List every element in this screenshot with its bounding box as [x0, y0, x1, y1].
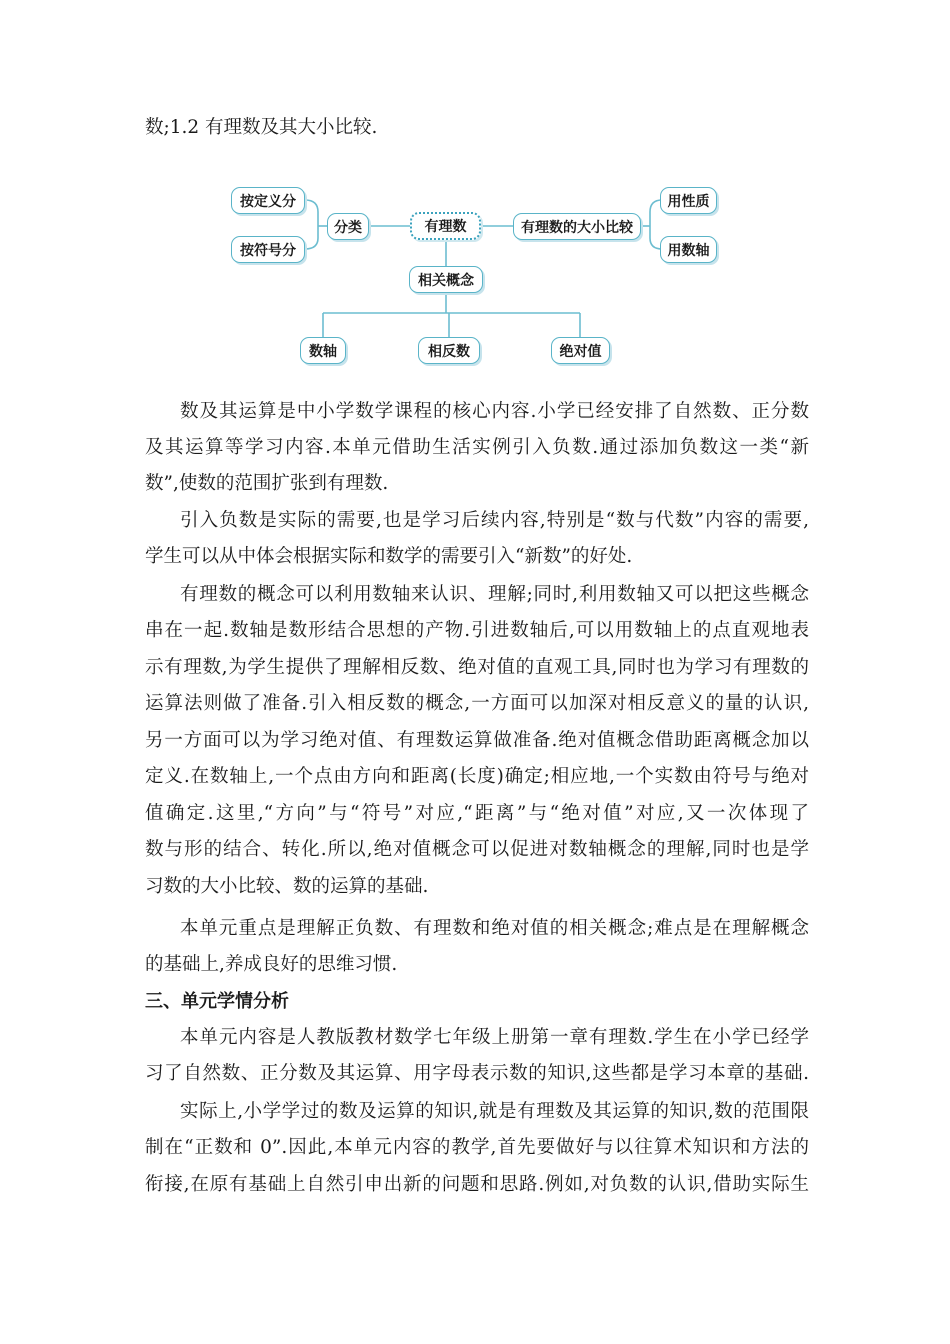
node-size-comparison: 有理数的大小比较: [513, 213, 641, 240]
concept-map-connectors: [0, 0, 950, 380]
paragraph-line: 引入负数是实际的需要,也是学习后续内容,特别是“数与代数”内容的需要,: [180, 510, 809, 531]
paragraph-line: 值确定.这里,“方向”与“符号”对应,“距离”与“绝对值”对应,又一次体现了: [145, 803, 809, 824]
paragraph-line: 数”,使数的范围扩张到有理数.: [145, 473, 389, 494]
paragraph-line: 本单元内容是人教版教材数学七年级上册第一章有理数.学生在小学已经学: [180, 1027, 809, 1048]
left-bracket-connector: [305, 200, 318, 249]
paragraph-line: 的基础上,养成良好的思维习惯.: [145, 954, 398, 975]
node-opposite-number: 相反数: [418, 337, 480, 364]
node-rational-numbers: 有理数: [410, 212, 481, 240]
node-number-line: 数轴: [300, 337, 346, 364]
paragraph-line: 有理数的概念可以利用数轴来认识、理解;同时,利用数轴又可以把这些概念: [180, 584, 809, 605]
paragraph-line: 习数的大小比较、数的运算的基础.: [145, 876, 429, 897]
paragraph-line: 及其运算等学习内容.本单元借助生活实例引入负数.通过添加负数这一类“新: [145, 437, 809, 458]
node-absolute-value: 绝对值: [551, 337, 610, 364]
paragraph-line: 串在一起.数轴是数形结合思想的产物.引进数轴后,可以用数轴上的点直观地表: [145, 620, 809, 641]
paragraph-line: 数及其运算是中小学数学课程的核心内容.小学已经安排了自然数、正分数: [180, 401, 809, 422]
paragraph-line: 衔接,在原有基础上自然引申出新的问题和思路.例如,对负数的认识,借助实际生: [145, 1174, 809, 1195]
section-heading: 三、单元学情分析: [145, 991, 289, 1012]
node-related-concepts: 相关概念: [409, 266, 483, 293]
node-by-definition: 按定义分: [231, 187, 305, 214]
paragraph-line: 本单元重点是理解正负数、有理数和绝对值的相关概念;难点是在理解概念: [180, 918, 809, 939]
paragraph-line: 学生可以从中体会根据实际和数学的需要引入“新数”的好处.: [145, 546, 633, 567]
paragraph-line: 另一方面可以为学习绝对值、有理数运算做准备.绝对值概念借助距离概念加以: [145, 730, 809, 751]
paragraph-line: 习了自然数、正分数及其运算、用字母表示数的知识,这些都是学习本章的基础.: [145, 1063, 809, 1084]
paragraph-line: 示有理数,为学生提供了理解相反数、绝对值的直观工具,同时也为学习有理数的: [145, 657, 809, 678]
top-text-line: 数;1.2 有理数及其大小比较.: [145, 117, 378, 138]
concept-map: [0, 0, 950, 380]
node-classification: 分类: [327, 213, 369, 240]
paragraph-line: 实际上,小学学过的数及运算的知识,就是有理数及其运算的知识,数的范围限: [180, 1101, 809, 1122]
paragraph-line: 运算法则做了准备.引入相反数的概念,一方面可以加深对相反意义的量的认识,: [145, 693, 809, 714]
paragraph-line: 数与形的结合、转化.所以,绝对值概念可以促进对数轴概念的理解,同时也是学: [145, 839, 809, 860]
node-use-properties: 用性质: [660, 187, 717, 214]
node-use-number-line: 用数轴: [660, 236, 717, 263]
paragraph-line: 定义.在数轴上,一个点由方向和距离(长度)确定;相应地,一个实数由符号与绝对: [145, 766, 809, 787]
node-by-sign: 按符号分: [231, 236, 305, 263]
paragraph-line: 制在“正数和 0”.因此,本单元内容的教学,首先要做好与以往算术知识和方法的: [145, 1137, 809, 1158]
